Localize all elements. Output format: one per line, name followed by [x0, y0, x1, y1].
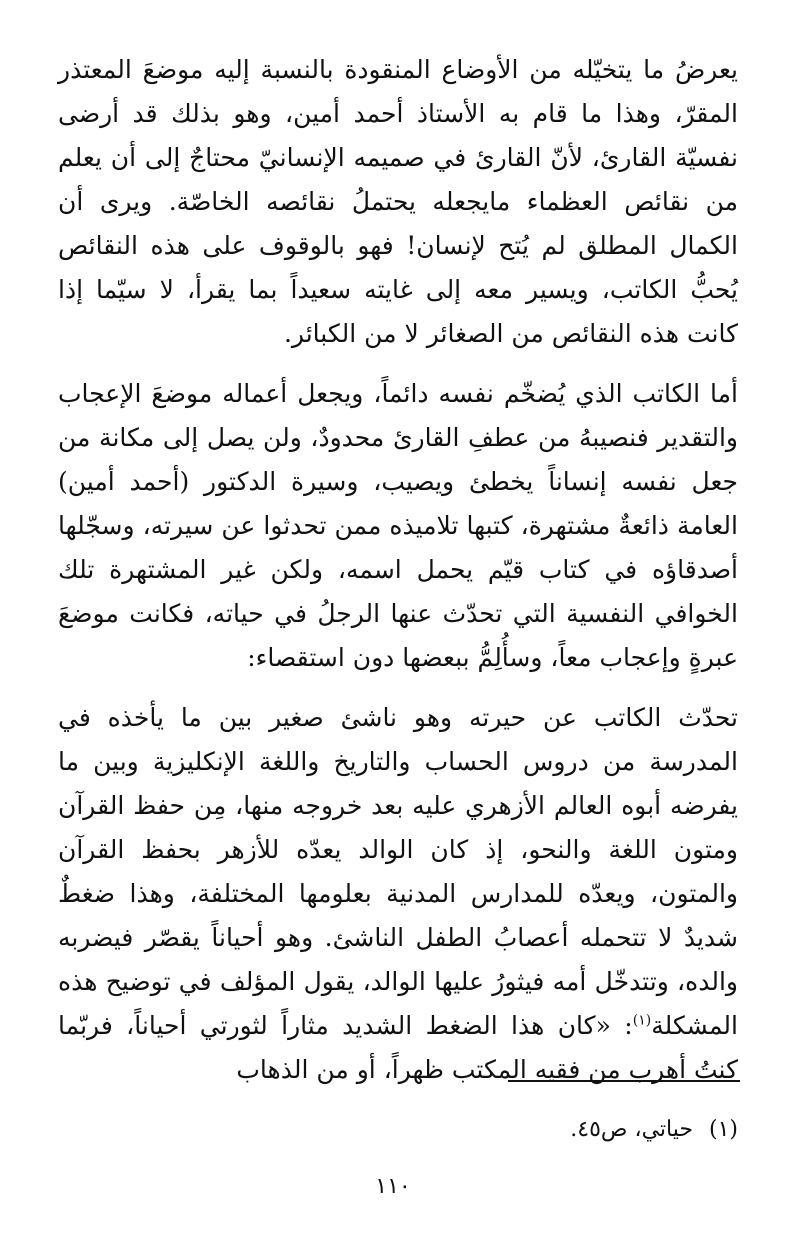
footnote-divider [508, 1080, 740, 1082]
page-number: ١١٠ [375, 1174, 411, 1199]
paragraph-3 [58, 696, 738, 1092]
paragraph-2: أما الكاتب الذي يُضخّم نفسه دائماً، ويجعل أعماله موضعَ الإعجاب والتقدير فنصيبهُ من عطفِ القارئ محدودٌ، ولن يصل إلى مكانة من جعل نفسه إنساناً يخطئ ويصيب، وسيرة الدكتور (أحمد أمين) العامة ذائعةٌ مشتهرة، كتبها تلاميذه ممن تحدثوا عن سيرته، وسجّلها أصدقاؤه في كتاب قيّم يحمل اسمه، ولكن غير المشتهرة تلك الخوافي النفسية التي تحدّث عنها الرجلُ في حياته، فكانت موضعَ عبرةٍ وإعجاب معاً، وسأُلِمُّ ببعضها دون استقصاء: [58, 379, 738, 672]
page-body [58, 48, 738, 1092]
footnote-reference: (١) [632, 1012, 652, 1029]
paragraph-3-text-after-note: : «كان هذا الضغط الشديد مثاراً لثورتي أحياناً، فربّما كنتُ أهرب من فقيه المكتب ظهراً، أو من الذهاب [58, 1011, 738, 1084]
paragraph-1: يعرضُ ما يتخيّله من الأوضاع المنقودة بالنسبة إليه موضعَ المعتذر المقرّ، وهذا ما قام به الأستاذ أحمد أمين، وهو بذلك قد أرضى نفسيّة القارئ، لأنّ القارئ في صميمه الإنسانيّ محتاجٌ إلى أن يعلم من نقائص العظماء مايجعله يحتملُ نقائصه الخاصّة. ويرى أن الكمال المطلق لم يُتح لإنسان! فهو بالوقوف على هذه النقائص يُحبُّ الكاتب، ويسير معه إلى غايته سعيداً بما يقرأ، لا سيّما إذا كانت هذه النقائص من الصغائر لا من الكبائر. [58, 55, 738, 348]
footnote-text: حياتي، ص٤٥. [570, 1117, 693, 1142]
footnote-number: (١) [708, 1117, 738, 1142]
paragraph-3-text-before-note: تحدّث الكاتب عن حيرته وهو ناشئ صغير بين ما يأخذه في المدرسة من دروس الحساب والتاريخ واللغة الإنكليزية وبين ما يفرضه أبوه العالم الأزهري عليه بعد خروجه منها، مِن حفظ القرآن ومتون اللغة والنحو، إذ كان الوالد يعدّه للأزهر بحفظ القرآن والمتون، ويعدّه للمدارس المدنية بعلومها المختلفة، وهذا ضغطٌ شديدٌ لا تتحمله أعصابُ الطفل الناشئ. وهو أحياناً يقصّر فيضربه والده، وتتدخّل أمه فيثورُ عليها الوالد، يقول المؤلف في توضيح هذه المشكلة [58, 703, 738, 1040]
footnote [570, 1115, 738, 1145]
